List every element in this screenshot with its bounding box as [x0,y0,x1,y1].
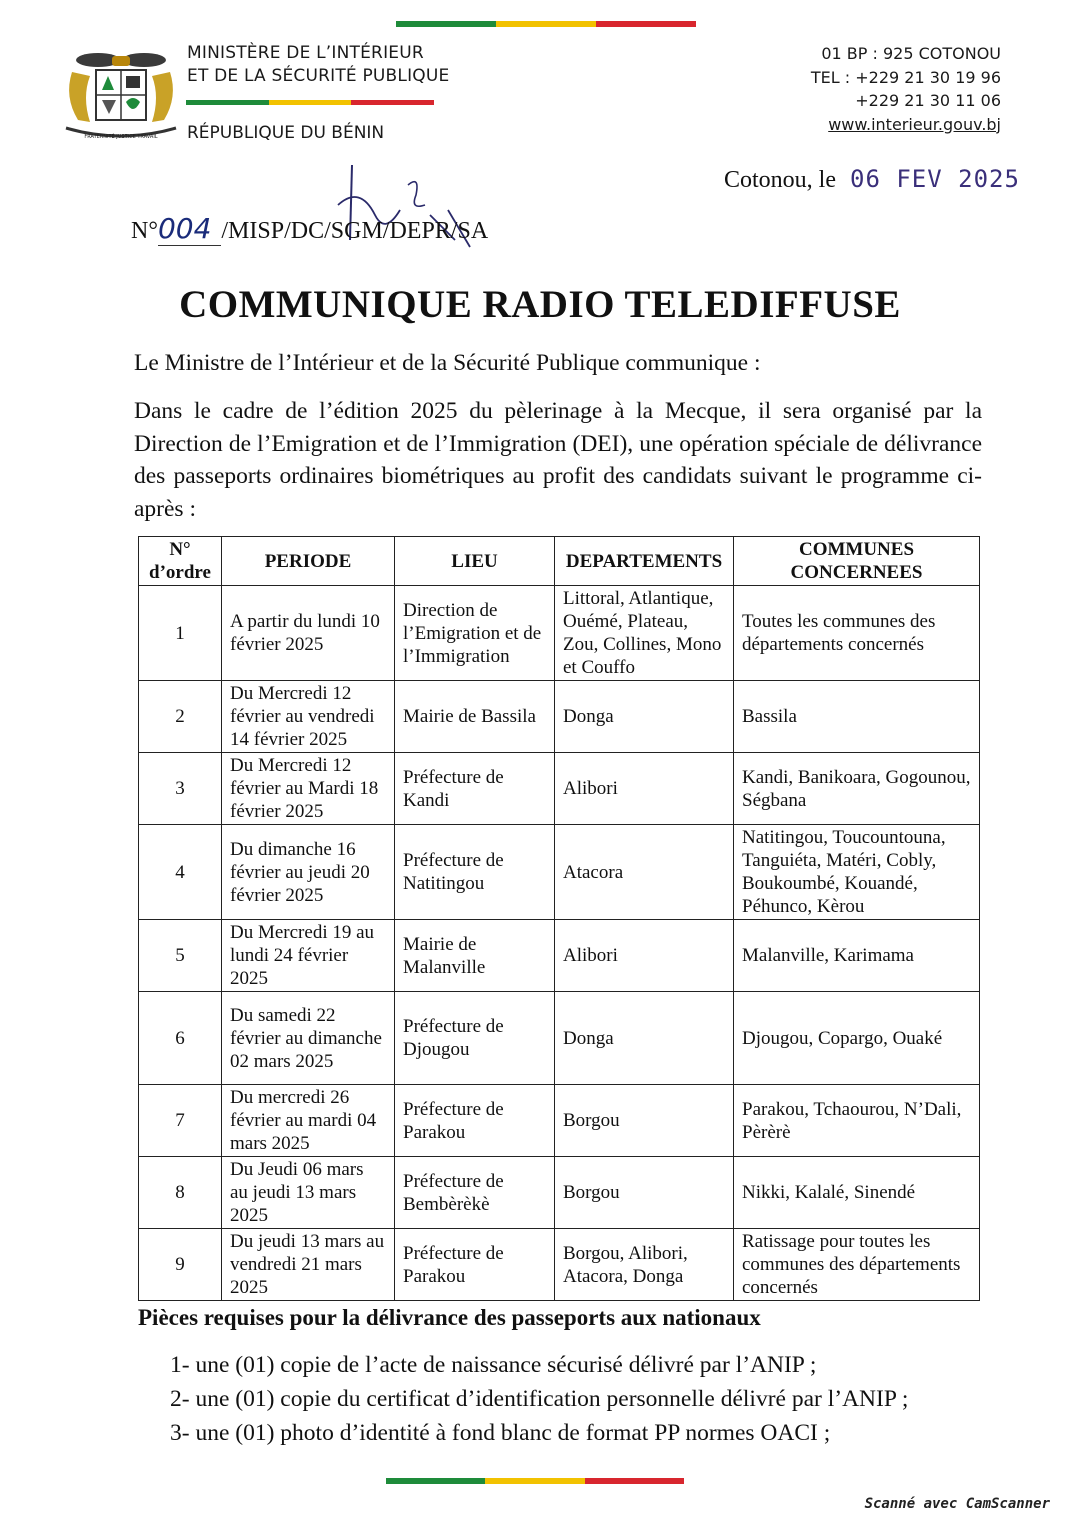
list-item [170,1382,908,1416]
postal-address: 01 BP : 925 COTONOU [821,44,1001,63]
reference-number [131,212,488,245]
table-row [139,1157,980,1229]
cell-lieu: Préfecture de Bembèrèkè [395,1157,555,1229]
item-text: une (01) copie du certificat d’identification personnelle délivré par l’ANIP ; [195,1386,909,1412]
item-number: 1- [170,1352,190,1378]
cell-lieu: Mairie de Bassila [395,681,555,753]
cell-ordre: 9 [139,1229,222,1301]
table-row [139,1229,980,1301]
cell-periode: Du jeudi 13 mars au vendredi 21 mars 2025 [222,1229,395,1301]
table-row [139,992,980,1085]
cell-departements: Donga [555,992,734,1085]
website-link[interactable]: www.interieur.gouv.bj [828,114,1001,134]
cell-communes: Bassila [734,681,980,753]
item-number: 3- [170,1420,190,1446]
table-row [139,920,980,992]
schedule-table [138,536,980,1301]
table-row [139,753,980,825]
header-lieu: LIEU [395,537,555,586]
date-prefix: Cotonou, le [724,167,836,193]
body-paragraph: Dans le cadre de l’édition 2025 du pèlerinage à la Mecque, il sera organisé par la Direction de l’Emigration et de l’Immigration (DEI), une opération spéciale de délivrance des passeports ordinaires biométriques au profit des candidats suivant le programme ci-après : [134,398,982,522]
cell-lieu: Préfecture de Parakou [395,1085,555,1157]
ministry-name [187,42,449,88]
cell-departements: Borgou, Alibori, Atacora, Donga [555,1229,734,1301]
cell-periode: Du Jeudi 06 mars au jeudi 13 mars 2025 [222,1157,395,1229]
flag-stripe-top [396,21,696,27]
cell-ordre: 2 [139,681,222,753]
cell-periode: Du Mercredi 19 au lundi 24 février 2025 [222,920,395,992]
cell-periode: Du dimanche 16 février au jeudi 20 février 2025 [222,825,395,920]
cell-communes: Malanville, Karimama [734,920,980,992]
table-row [139,681,980,753]
cell-lieu: Préfecture de Natitingou [395,825,555,920]
requirements-list [170,1348,908,1450]
requirements-title: Pièces requises pour la délivrance des passeports aux nationaux [138,1305,761,1330]
reference-prefix: N° [131,218,158,244]
item-text: une (01) photo d’identité à fond blanc de format PP normes OACI ; [195,1420,831,1446]
intro-line: Le Ministre de l’Intérieur et de la Sécurité Publique communique : [134,350,761,376]
table-header-row [139,537,980,586]
cell-communes: Natitingou, Toucountouna, Tanguiéta, Matéri, Cobly, Boukoumbé, Kouandé, Péhunco, Kèrou [734,825,980,920]
cell-lieu: Direction de l’Emigration et de l’Immigration [395,586,555,681]
cell-periode: Du samedi 22 février au dimanche 02 mars 2025 [222,992,395,1085]
date-line [724,165,1020,194]
cell-communes: Kandi, Banikoara, Gogounou, Ségbana [734,753,980,825]
cell-departements: Alibori [555,920,734,992]
list-item [170,1348,908,1382]
cell-departements: Donga [555,681,734,753]
table-row [139,586,980,681]
header-communes: COMMUNES CONCERNEES [734,537,980,586]
cell-lieu: Préfecture de Kandi [395,753,555,825]
cell-ordre: 8 [139,1157,222,1229]
scanner-watermark: Scanné avec CamScanner [864,1496,1050,1512]
table-row [139,1085,980,1157]
document-title: COMMUNIQUE RADIO TELEDIFFUSE [179,283,901,326]
cell-periode: Du mercredi 26 février au mardi 04 mars 2025 [222,1085,395,1157]
cell-communes: Djougou, Copargo, Ouaké [734,992,980,1085]
cell-ordre: 4 [139,825,222,920]
cell-communes: Nikki, Kalalé, Sinendé [734,1157,980,1229]
header-ordre: N° d’ordre [139,537,222,586]
cell-lieu: Préfecture de Parakou [395,1229,555,1301]
cell-communes: Ratissage pour toutes les communes des départements concernés [734,1229,980,1301]
cell-communes: Parakou, Tchaourou, N’Dali, Pèrèrè [734,1085,980,1157]
cell-ordre: 5 [139,920,222,992]
benin-coat-of-arms [62,42,180,142]
cell-departements: Borgou [555,1085,734,1157]
ministry-line1: MINISTÈRE DE L’INTÉRIEUR [187,43,424,63]
flag-stripe-header [186,100,434,105]
header-periode: PERIODE [222,537,395,586]
emblem-motto: FRATERNITÉ JUSTICE TRAVAIL [84,134,158,140]
cell-departements: Atacora [555,825,734,920]
phone-2: +229 21 30 11 06 [855,91,1001,110]
cell-departements: Littoral, Atlantique, Ouémé, Plateau, Zou, Collines, Mono et Couffo [555,586,734,681]
cell-ordre: 3 [139,753,222,825]
phone-1: TEL : +229 21 30 19 96 [810,67,1001,87]
table-row [139,825,980,920]
reference-handwritten-number: 004 [158,212,221,246]
cell-ordre: 1 [139,586,222,681]
flag-stripe-bottom [386,1478,684,1484]
cell-ordre: 6 [139,992,222,1085]
contact-block [811,42,1001,136]
cell-periode: Du Mercredi 12 février au vendredi 14 février 2025 [222,681,395,753]
republic-name: RÉPUBLIQUE DU BÉNIN [187,123,385,143]
cell-periode: A partir du lundi 10 février 2025 [222,586,395,681]
cell-departements: Alibori [555,753,734,825]
cell-lieu: Mairie de Malanville [395,920,555,992]
list-item [170,1416,908,1450]
cell-communes: Toutes les communes des départements concernés [734,586,980,681]
item-number: 2- [170,1386,190,1412]
date-stamp: 06 FEV 2025 [850,165,1020,193]
cell-departements: Borgou [555,1157,734,1229]
item-text: une (01) copie de l’acte de naissance sécurisé délivré par l’ANIP ; [195,1352,817,1378]
cell-ordre: 7 [139,1085,222,1157]
reference-suffix: /MISP/DC/SGM/DEPR/SA [221,218,489,244]
header-departements: DEPARTEMENTS [555,537,734,586]
cell-periode: Du Mercredi 12 février au Mardi 18 février 2025 [222,753,395,825]
ministry-line2: ET DE LA SÉCURITÉ PUBLIQUE [187,66,450,86]
cell-lieu: Préfecture de Djougou [395,992,555,1085]
